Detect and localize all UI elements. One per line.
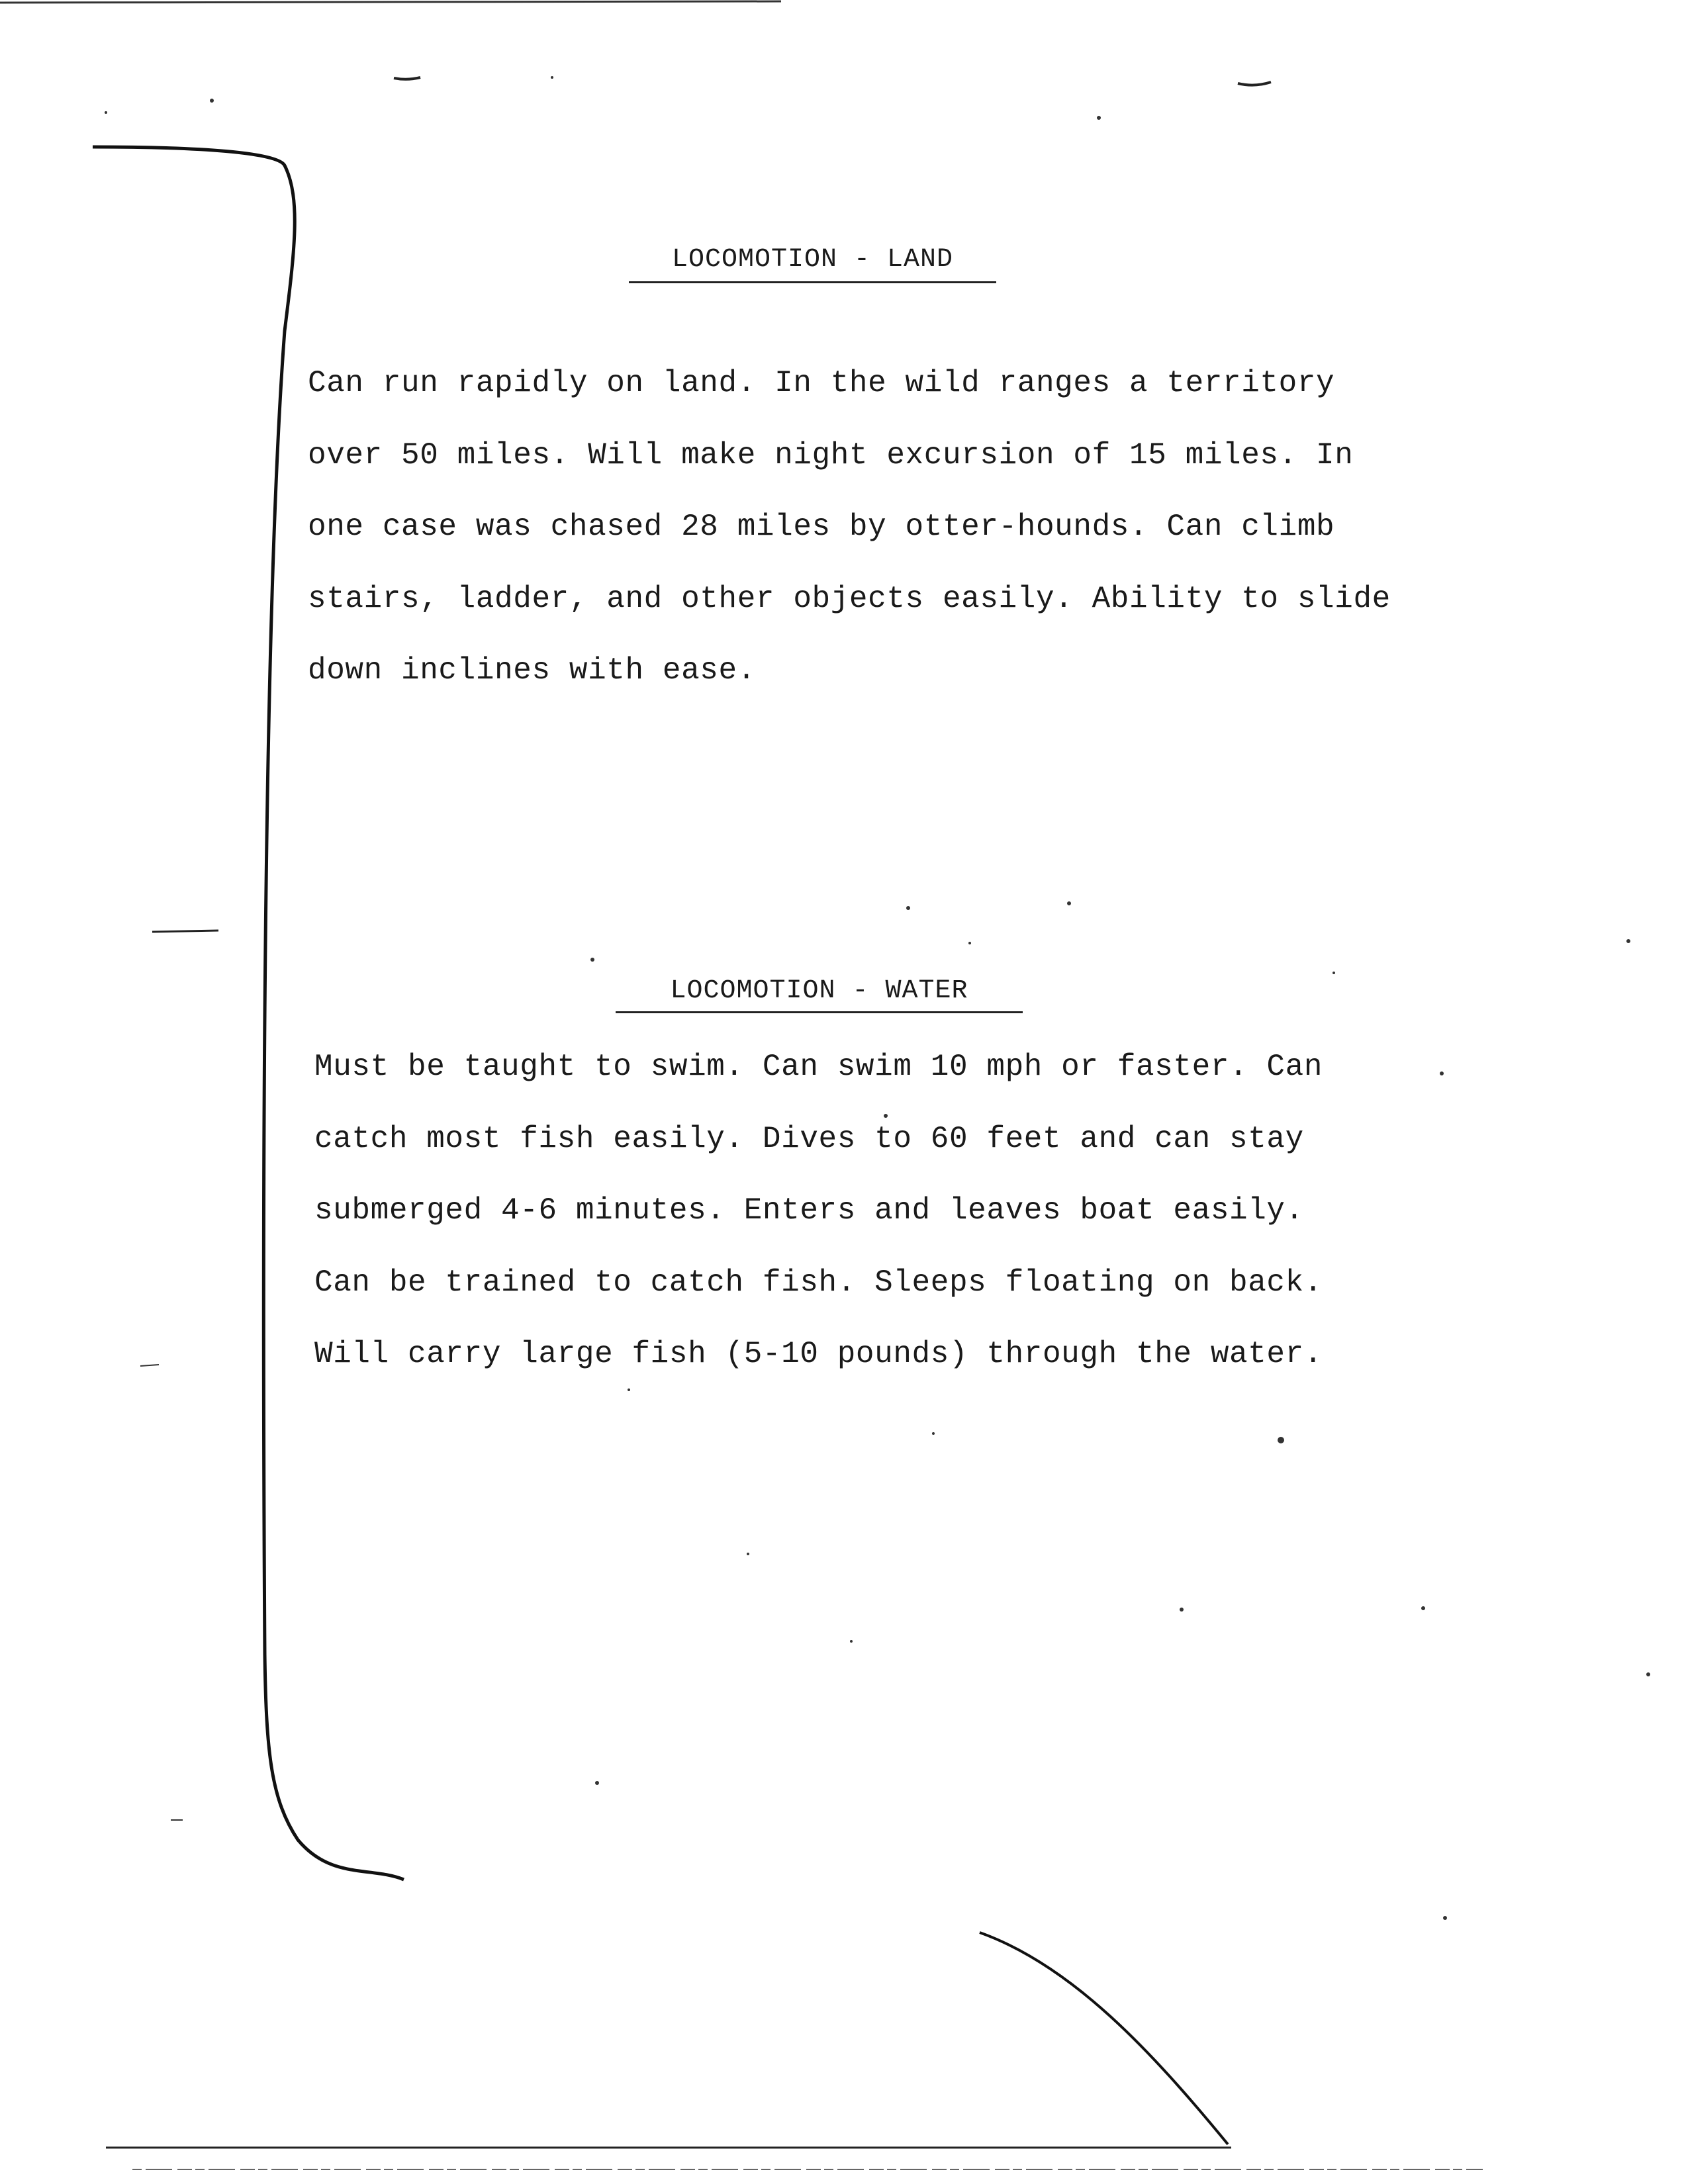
paragraph-line: Must be taught to swim. Can swim 10 mph or faster. Can xyxy=(314,1050,1323,1084)
paragraph-line: Can run rapidly on land. In the wild ranges a territory xyxy=(308,366,1335,400)
paragraph-line: down inclines with ease. xyxy=(308,653,756,688)
top-mark-right xyxy=(1238,82,1271,85)
paragraph-line: Will carry large fish (5-10 pounds) through the water. xyxy=(314,1337,1323,1371)
section-heading-land: LOCOMOTION - LAND xyxy=(671,245,954,275)
paragraph-line: one case was chased 28 miles by otter-hounds. Can climb xyxy=(308,510,1335,544)
heading-underline-water xyxy=(616,1011,1023,1013)
bottom-curve xyxy=(980,1933,1228,2144)
paragraph-line: submerged 4-6 minutes. Enters and leaves boat easily. xyxy=(314,1193,1304,1228)
section-heading-water: LOCOMOTION - WATER xyxy=(670,976,968,1006)
paragraph-line: over 50 miles. Will make night excursion of 15 miles. In xyxy=(308,437,1354,473)
top-mark-left xyxy=(394,77,420,79)
paragraph-water xyxy=(314,1031,1323,1390)
paragraph-line: catch most fish easily. Dives to 60 feet and can stay xyxy=(314,1121,1304,1156)
paragraph-land xyxy=(308,347,1391,707)
heading-underline-land xyxy=(629,281,996,283)
paragraph-line: Can be trained to catch fish. Sleeps floating on back. xyxy=(314,1265,1323,1300)
margin-tick-2 xyxy=(140,1365,159,1366)
top-edge-line xyxy=(0,1,781,3)
margin-tick-1 xyxy=(152,931,218,932)
paragraph-line: stairs, ladder, and other objects easily. Ability to slide xyxy=(308,581,1391,616)
